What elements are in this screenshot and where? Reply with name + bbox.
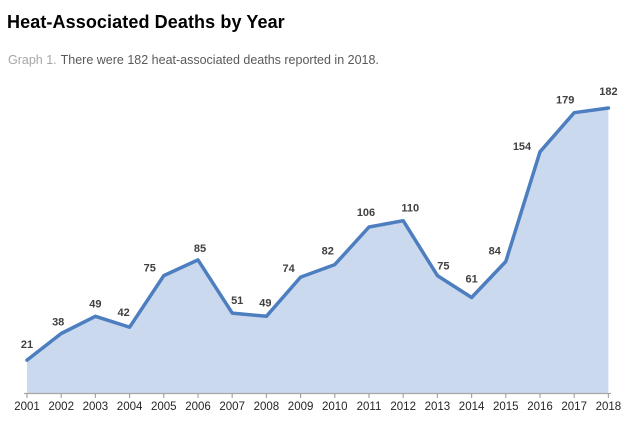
data-label: 75 [437, 260, 450, 273]
data-label: 84 [488, 245, 501, 258]
data-label: 75 [143, 262, 156, 275]
x-axis-label: 2017 [561, 401, 587, 413]
data-label: 74 [282, 263, 295, 276]
data-label: 106 [356, 207, 376, 219]
x-axis-label: 2003 [82, 401, 109, 413]
data-label: 21 [20, 339, 34, 352]
x-axis-label: 2012 [390, 401, 416, 413]
chart-caption [8, 53, 636, 67]
x-axis-label: 2018 [595, 401, 622, 413]
data-label: 42 [117, 307, 130, 320]
data-label: 82 [321, 245, 334, 258]
x-axis-label: 2015 [493, 401, 519, 413]
data-label: 110 [401, 202, 420, 215]
data-label: 49 [89, 298, 102, 311]
x-axis-label: 2008 [253, 401, 280, 413]
x-axis-label: 2005 [151, 401, 177, 413]
data-label: 85 [193, 242, 207, 255]
x-axis-label: 2016 [527, 401, 553, 413]
caption-prefix: Graph 1. [8, 53, 57, 67]
data-label: 182 [599, 86, 618, 98]
page-title: Heat-Associated Deaths by Year [7, 12, 285, 32]
x-axis-label: 2006 [185, 401, 211, 413]
data-label: 179 [556, 94, 575, 107]
data-label: 38 [52, 316, 65, 329]
x-axis-label: 2014 [458, 401, 485, 413]
x-axis-label: 2007 [219, 401, 245, 413]
x-axis-label: 2004 [116, 401, 143, 413]
x-axis-label: 2011 [356, 401, 382, 413]
data-label: 51 [231, 295, 244, 308]
x-axis-label: 2009 [287, 401, 314, 413]
data-label: 61 [465, 273, 478, 286]
data-label: 154 [512, 140, 532, 153]
x-axis-label: 2010 [322, 401, 348, 413]
chart-header [0, 0, 636, 67]
caption-text: There were 182 heat-associated deaths reported in 2018. [60, 53, 379, 67]
x-axis-label: 2013 [424, 401, 451, 413]
data-label: 49 [259, 297, 272, 310]
x-axis-label: 2002 [48, 401, 74, 413]
x-axis-label: 2001 [14, 401, 40, 413]
